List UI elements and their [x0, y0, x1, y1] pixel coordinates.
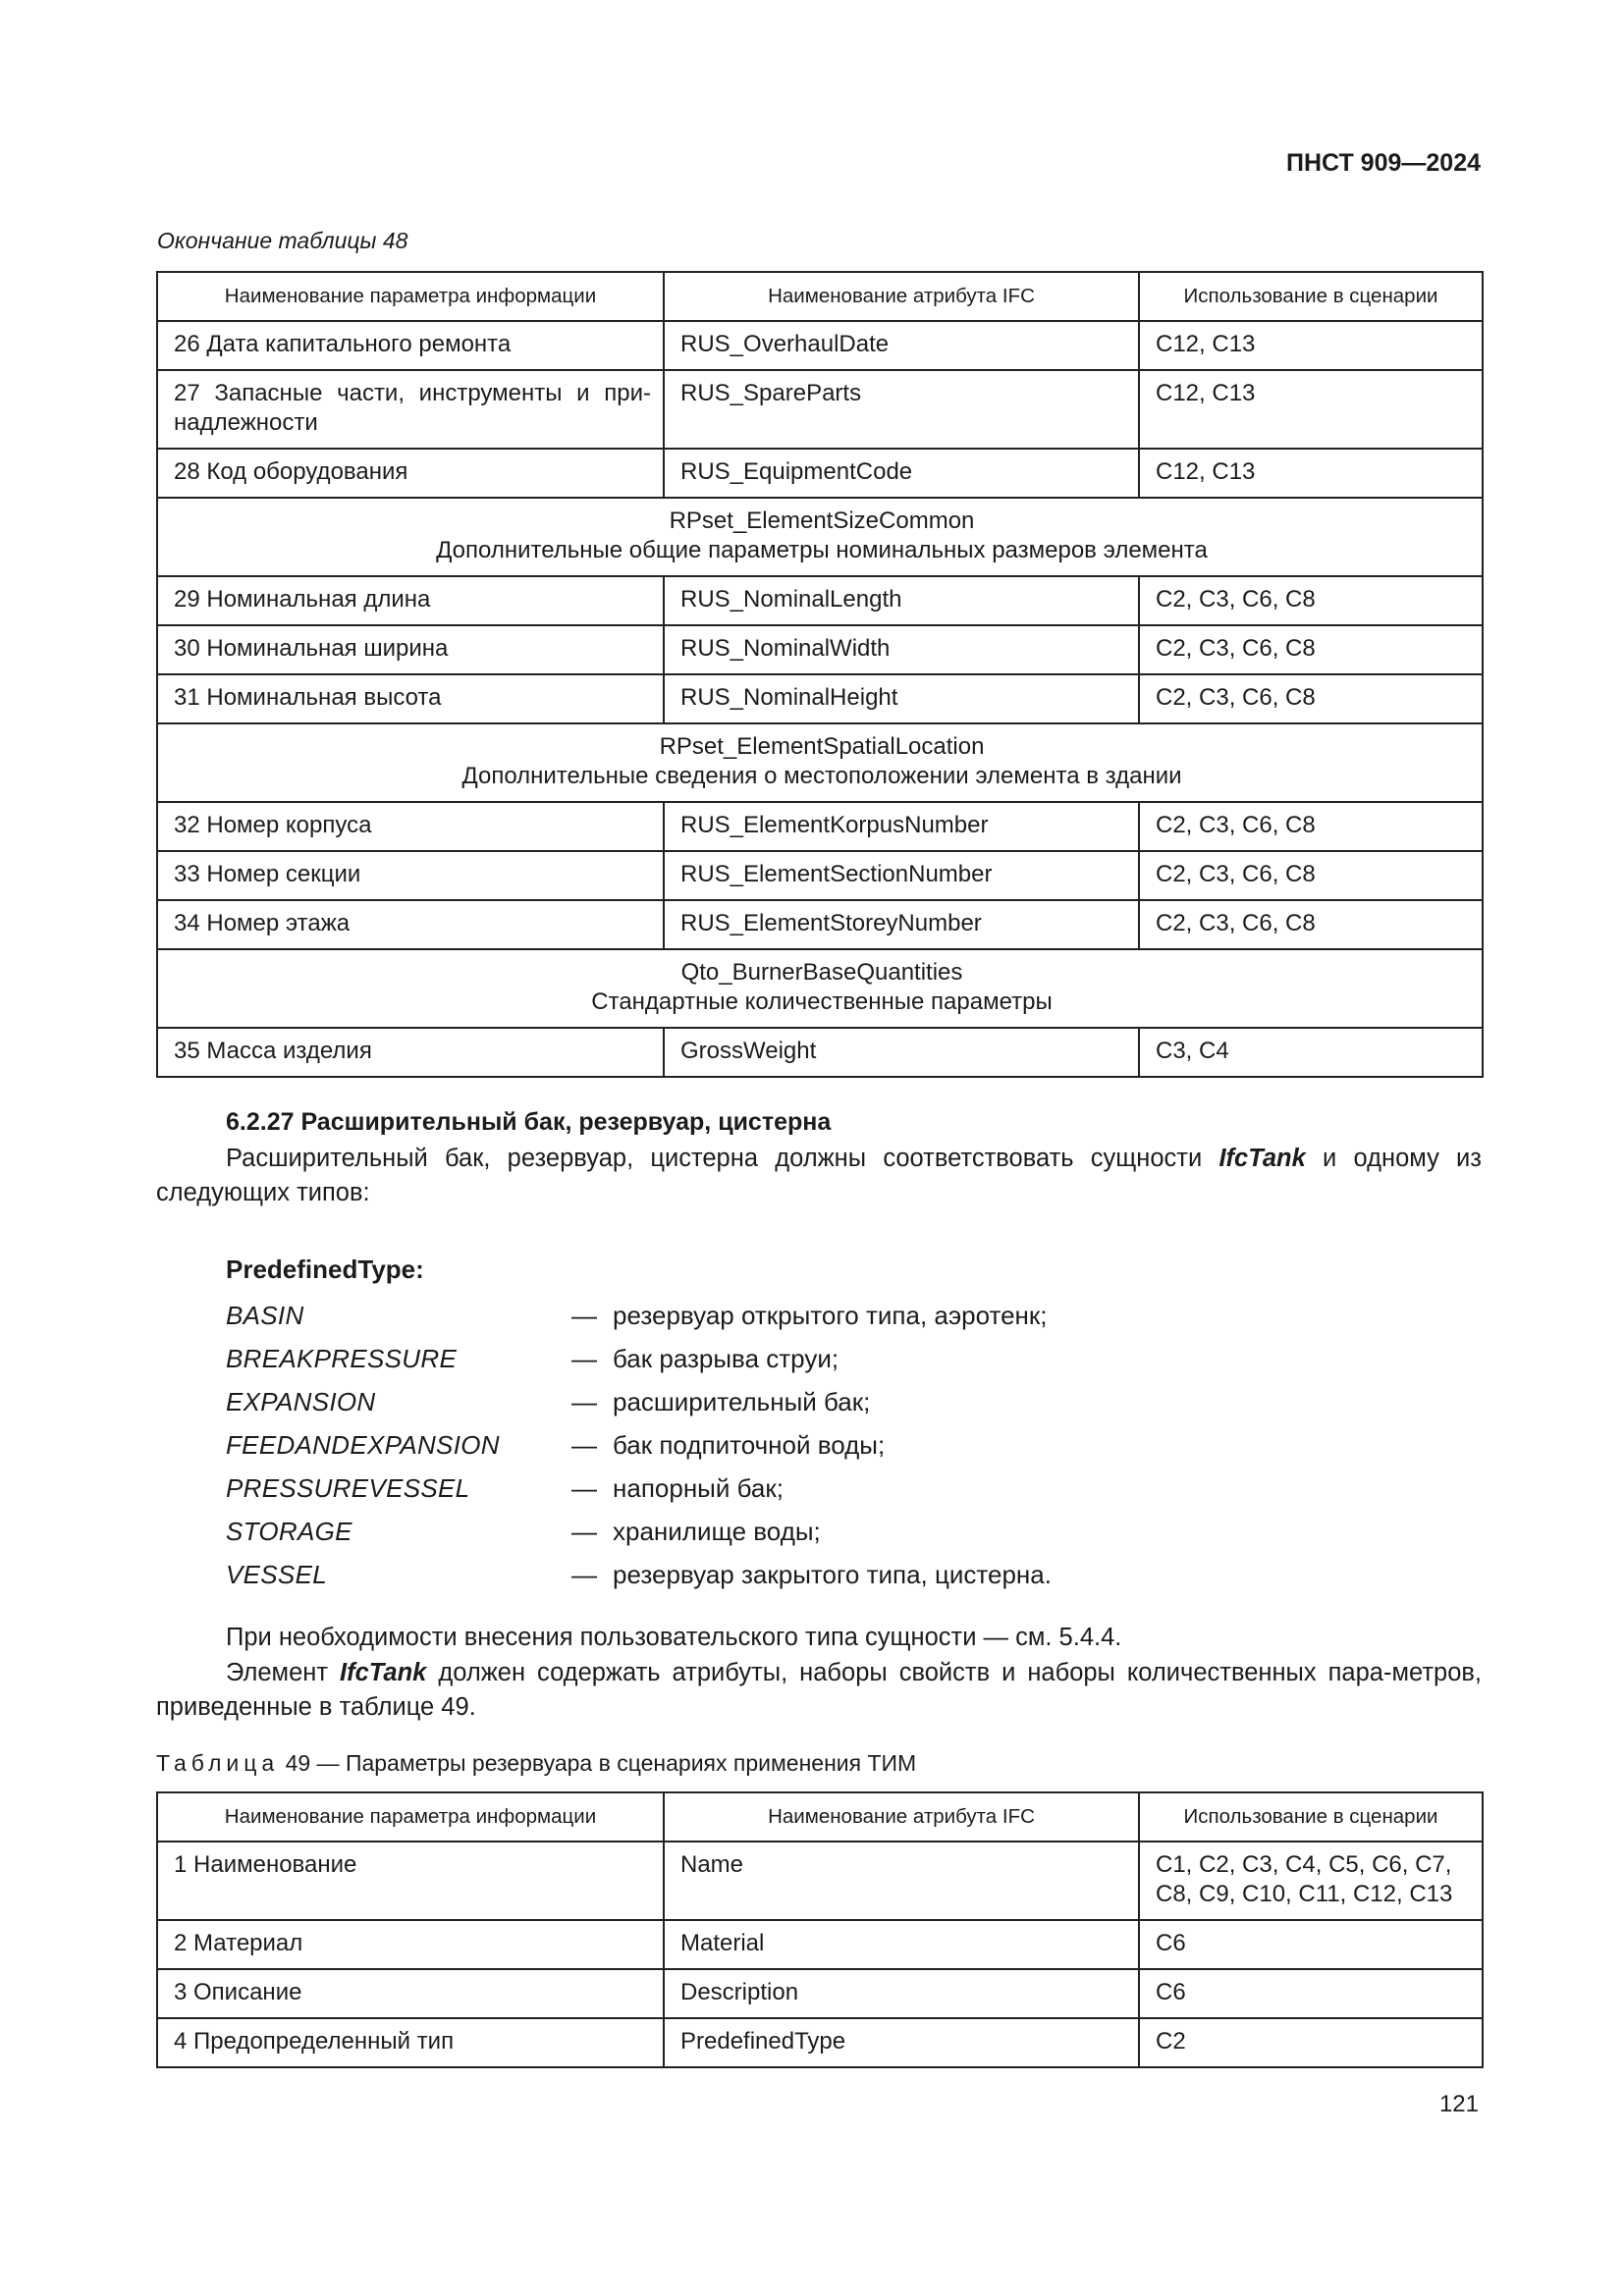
column-header: Использование в сценарии [1139, 272, 1483, 321]
table-group-row [157, 949, 1483, 1028]
param-cell: 30 Номинальная ширина [157, 625, 664, 674]
attr-cell: Material [664, 1920, 1139, 1969]
table-row [157, 674, 1483, 723]
entity-name: IfcTank [340, 1659, 427, 1686]
list-item [226, 1510, 1052, 1553]
table-group-row [157, 723, 1483, 802]
table-row [157, 625, 1483, 674]
attr-cell: GrossWeight [664, 1028, 1139, 1077]
type-name: PRESSUREVESSEL [226, 1472, 470, 1503]
section-title: 6.2.27 Расширительный бак, резервуар, цистерна [226, 1108, 832, 1136]
element-text-end: должен содержать атрибуты, наборы свойств и наборы количественных пара-метров, приведенные в таблице 49. [156, 1659, 1483, 1721]
type-name: VESSEL [226, 1559, 327, 1589]
param-cell: 3 Описание [157, 1969, 664, 2018]
table-49 [156, 1791, 1484, 2068]
param-cell: 26 Дата капитального ремонта [157, 321, 664, 370]
table-row [157, 321, 1483, 370]
group-cell [157, 723, 1483, 802]
list-item [226, 1337, 1052, 1380]
type-name: STORAGE [226, 1516, 352, 1546]
list-item [226, 1553, 1052, 1596]
type-description: бак подпиточной воды; [613, 1429, 886, 1460]
element-paragraph [156, 1656, 1482, 1725]
usage-cell: C2 [1139, 2018, 1483, 2067]
param-cell: 35 Масса изделия [157, 1028, 664, 1077]
column-header: Наименование параметра информации [157, 272, 664, 321]
table-49-caption [156, 1750, 916, 1777]
usage-cell: C12, C13 [1139, 370, 1483, 449]
attr-cell: RUS_NominalLength [664, 576, 1139, 625]
type-description: хранилище воды; [613, 1516, 821, 1546]
entity-name: IfcTank [1218, 1145, 1306, 1172]
type-dash: — [571, 1472, 597, 1503]
table-header-row [157, 1792, 1483, 1842]
table-row [157, 370, 1483, 449]
intro-paragraph [156, 1142, 1482, 1210]
property-set-name: Qto_BurnerBaseQuantities [680, 959, 963, 986]
usage-cell: C12, C13 [1139, 321, 1483, 370]
table-row [157, 1028, 1483, 1077]
type-dash: — [571, 1343, 597, 1373]
table-row [157, 576, 1483, 625]
list-item [226, 1294, 1052, 1337]
attr-cell: RUS_NominalHeight [664, 674, 1139, 723]
table-group-row [157, 498, 1483, 576]
predefined-type-list [226, 1294, 1052, 1596]
table-row [157, 802, 1483, 851]
table-48 [156, 271, 1484, 1078]
type-dash: — [571, 1429, 597, 1460]
usage-cell: C2, C3, C6, C8 [1139, 576, 1483, 625]
param-cell: 28 Код оборудования [157, 449, 664, 498]
list-item [226, 1467, 1052, 1510]
table-row [157, 1920, 1483, 1969]
table-row [157, 1969, 1483, 2018]
type-dash: — [571, 1516, 597, 1546]
usage-cell: C3, C4 [1139, 1028, 1483, 1077]
column-header: Использование в сценарии [1139, 1792, 1483, 1842]
attr-cell: Description [664, 1969, 1139, 2018]
param-cell: 34 Номер этажа [157, 900, 664, 949]
attr-cell: RUS_ElementSectionNumber [664, 851, 1139, 900]
table-row [157, 2018, 1483, 2067]
param-cell: 33 Номер секции [157, 851, 664, 900]
type-description: резервуар закрытого типа, цистерна. [613, 1559, 1052, 1589]
attr-cell: RUS_ElementKorpusNumber [664, 802, 1139, 851]
param-cell: 29 Номинальная длина [157, 576, 664, 625]
param-cell: 1 Наименование [157, 1842, 664, 1920]
usage-cell: C2, C3, C6, C8 [1139, 674, 1483, 723]
table-48-caption: Окончание таблицы 48 [157, 228, 408, 253]
intro-text: Расширительный бак, резервуар, цистерна должны соответствовать сущности [226, 1145, 1219, 1172]
document-code: ПНСТ 909—2024 [1286, 149, 1481, 177]
table-row [157, 1842, 1483, 1920]
property-set-description: Дополнительные сведения о местоположении элемента в здании [461, 763, 1182, 789]
caption-text: 49 — Параметры резервуара в сценариях применения ТИМ [279, 1750, 917, 1776]
property-set-name: RPset_ElementSpatialLocation [659, 733, 985, 760]
attr-cell: PredefinedType [664, 2018, 1139, 2067]
column-header: Наименование атрибута IFC [664, 1792, 1139, 1842]
list-item [226, 1423, 1052, 1467]
type-name: EXPANSION [226, 1386, 376, 1416]
custom-type-paragraph: При необходимости внесения пользовательского типа сущности — см. 5.4.4. [226, 1624, 1122, 1651]
type-description: напорный бак; [613, 1472, 784, 1503]
usage-cell: C12, C13 [1139, 449, 1483, 498]
param-cell: 27 Запасные части, инструменты и при-надлежности [157, 370, 664, 449]
attr-cell: RUS_EquipmentCode [664, 449, 1139, 498]
attr-cell: RUS_OverhaulDate [664, 321, 1139, 370]
page-number: 121 [1438, 2091, 1479, 2117]
usage-cell: C2, C3, C6, C8 [1139, 900, 1483, 949]
column-header: Наименование параметра информации [157, 1792, 664, 1842]
type-name: FEEDANDEXPANSION [226, 1429, 500, 1460]
list-item [226, 1380, 1052, 1423]
param-cell: 31 Номинальная высота [157, 674, 664, 723]
predefined-type-heading: PredefinedType: [226, 1255, 424, 1284]
attr-cell: Name [664, 1842, 1139, 1920]
type-dash: — [571, 1559, 597, 1589]
param-cell: 4 Предопределенный тип [157, 2018, 664, 2067]
usage-cell: C2, C3, C6, C8 [1139, 851, 1483, 900]
property-set-description: Стандартные количественные параметры [591, 988, 1053, 1015]
table-row [157, 900, 1483, 949]
group-cell [157, 498, 1483, 576]
column-header: Наименование атрибута IFC [664, 272, 1139, 321]
usage-cell: C2, C3, C6, C8 [1139, 802, 1483, 851]
type-name: BREAKPRESSURE [226, 1343, 458, 1373]
attr-cell: RUS_NominalWidth [664, 625, 1139, 674]
type-name: BASIN [226, 1300, 304, 1330]
type-description: бак разрыва струи; [613, 1343, 839, 1373]
usage-cell: C6 [1139, 1920, 1483, 1969]
table-header-row [157, 272, 1483, 321]
caption-label: Таблица [156, 1750, 280, 1776]
property-set-description: Дополнительные общие параметры номинальных размеров элемента [436, 537, 1208, 563]
type-description: расширительный бак; [613, 1386, 871, 1416]
usage-cell: C1, C2, C3, C4, C5, C6, C7, C8, C9, C10, C11, C12, C13 [1139, 1842, 1483, 1920]
usage-cell: C6 [1139, 1969, 1483, 2018]
type-dash: — [571, 1386, 597, 1416]
table-row [157, 449, 1483, 498]
param-cell: 32 Номер корпуса [157, 802, 664, 851]
attr-cell: RUS_SpareParts [664, 370, 1139, 449]
element-text: Элемент [226, 1659, 341, 1686]
param-cell: 2 Материал [157, 1920, 664, 1969]
group-cell [157, 949, 1483, 1028]
attr-cell: RUS_ElementStoreyNumber [664, 900, 1139, 949]
type-description: резервуар открытого типа, аэротенк; [613, 1300, 1048, 1330]
type-dash: — [571, 1300, 597, 1330]
table-row [157, 851, 1483, 900]
intro-text-end: и одному из следующих типов: [156, 1145, 1482, 1206]
property-set-name: RPset_ElementSizeCommon [669, 507, 975, 534]
usage-cell: C2, C3, C6, C8 [1139, 625, 1483, 674]
